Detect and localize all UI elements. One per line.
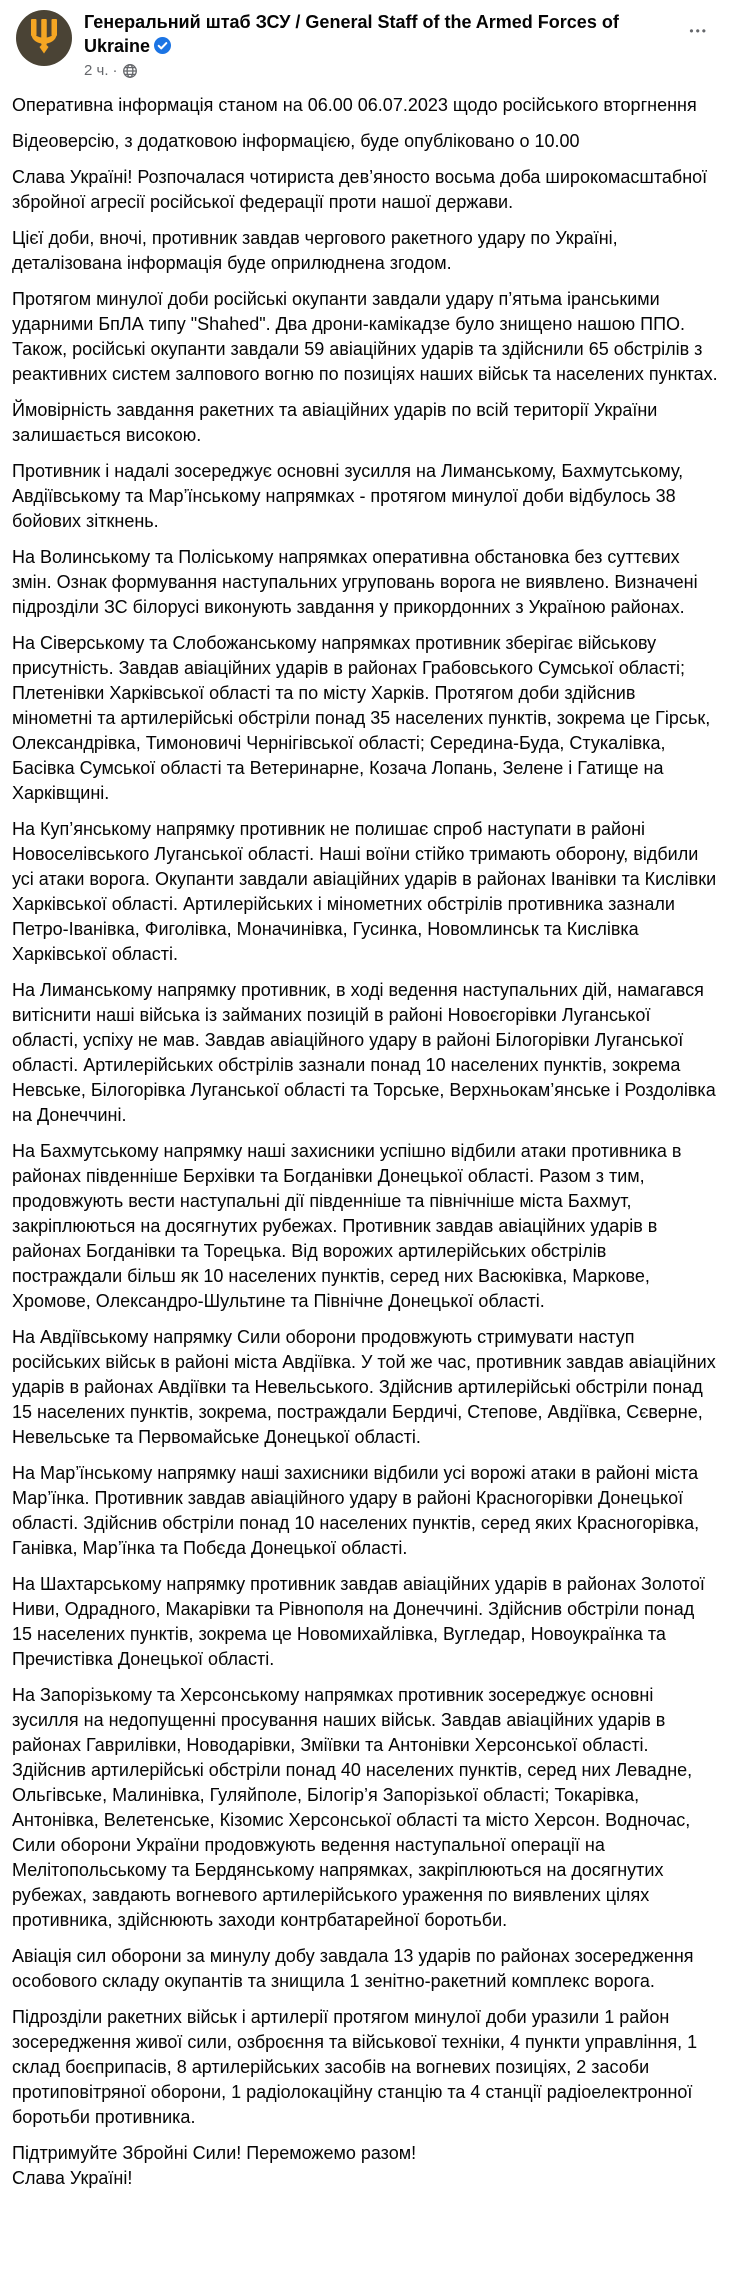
dot-separator: ·: [112, 62, 118, 79]
post-paragraph: На Сіверському та Слобожанському напрямках противник зберігає військову присутність. Завдав авіаційних ударів в районах Грабовського Сумської області; Плетенівки Харківської області та по місту Харків. Протягом доби здійснив мінометні та артилерійські обстріли понад 35 населених пунктів, зокрема це Гірськ, Олександрівка, Тимоновичі Чернігівської області; Середина-Буда, Стукалівка, Басівка Сумської області та Ветеринарне, Козача Лопань, Зелене і Гатище на Харківщині.: [12, 633, 711, 803]
post-paragraph: На Волинському та Поліському напрямках оперативна обстановка без суттєвих змін. Ознак формування наступальних угруповань ворога не виявлено. Визначені підрозділи ЗС білорусі виконують завдання у прикордонних з Україною районах.: [12, 547, 698, 617]
post-paragraph: Противник і надалі зосереджує основні зусилля на Лиманському, Бахмутському, Авдіївському та Мар’їнському напрямках - протягом минулої доби відбулось 38 бойових зіткнень.: [12, 461, 684, 531]
post-paragraph: На Куп’янському напрямку противник не полишає спроб наступати в районі Новоселівського Луганської області. Наші воїни стійко тримають оборону, відбили усі атаки ворога. Окупанти завдали авіаційних ударів в районах Іванівки та Кислівки Харківської області. Артилерійських і мінометних обстрілів противника зазнали Петро-Іванівка, Фиголівка, Моначинівка, Гусинка, Новомлинськ та Кислівка Харківської області.: [12, 819, 717, 964]
post-paragraph: Оперативна інформація станом на 06.00 06.07.2023 щодо російського вторгнення: [12, 95, 697, 115]
post-paragraph: На Лиманському напрямку противник, в ході ведення наступальних дій, намагався витіснити наші війська із займаних позицій в районі Новоєгорівки Луганської області, успіху не мав. Завдав авіаційного удару в районі Білогорівки Луганської області. Артилерійських обстрілів зазнали понад 10 населених пунктів, зокрема Невське, Білогорівка Луганської області та Торське, Верхньокам’янське і Роздолівка на Донеччині.: [12, 980, 716, 1125]
verified-badge-icon: [154, 36, 171, 60]
globe-public-icon: [122, 63, 138, 79]
post-meta-row: [84, 61, 670, 81]
post-paragraph: Підрозділи ракетних військ і артилерії протягом минулої доби уразили 1 район зосередження живої сили, озброєння та військової техніки, 4 пункти управління, 1 склад боєприпасів, 8 артилерійських засобів на вогневих позиціях, 2 засоби протиповітряної оборони, 1 радіолокаційну станцію та 4 станції радіоелектронної боротьби противника.: [12, 2007, 698, 2127]
closing-line-glory: Слава Україні!: [12, 2168, 133, 2188]
post-paragraph: На Запорізькому та Херсонському напрямках противник зосереджує основні зусилля на недопущенні просування наших військ. Завдав авіаційних ударів в районах Гаврилівки, Новодарівки, Зміївки та Антонівки Херсонської області. Здійснив артилерійські обстріли понад 40 населених пунктів, серед них Левадне, Ольгівське, Малинівка, Гуляйполе, Білогір’я Запорізької області; Токарівка, Антонівка, Велетенське, Кізомис Херсонської області та місто Херсон. Водночас, Сили оборони України продовжують ведення наступальної операції на Мелітопольському та Бердянському напрямках, закріплюються на досягнутих рубежах, завдають вогневого артилерійського ураження по виявлених цілях противника, здійснюють заходи контрбатарейної боротьби.: [12, 1685, 693, 1930]
post-paragraph: На Мар’їнському напрямку наші захисники відбили усі ворожі атаки в районі міста Мар’їнка. Противник завдав авіаційного удару в районі Красногорівки Донецької області. Здійснив обстріли понад 10 населених пунктів, серед яких Красногорівка, Ганівка, Мар’їнка та Побєда Донецької області.: [12, 1463, 700, 1558]
more-options-button[interactable]: •••: [689, 24, 708, 38]
post-paragraph: Протягом минулої доби російські окупанти завдали удару п’ятьма іранськими ударними БпЛА типу "Shahed". Два дрони-камікадзе було знищено нашою ППО. Також, російські окупанти завдали 59 авіаційних ударів та здійснили 65 обстрілів з реактивних систем залпового вогню по позиціях наших військ та населених пунктах.: [12, 289, 718, 384]
post-paragraph-closing: [12, 2141, 718, 2191]
author-name-text: Генеральний штаб ЗСУ / General Staff of the Armed Forces of Ukraine: [84, 12, 619, 56]
post-header: [0, 0, 730, 81]
timestamp[interactable]: 2 ч.: [84, 62, 109, 79]
author-name[interactable]: [84, 10, 670, 60]
post-paragraph: На Шахтарському напрямку противник завдав авіаційних ударів в районах Золотої Ниви, Одрадного, Макарівки та Рівнополя на Донеччині. Здійснив обстріли понад 15 населених пунктів, зокрема це Новомихайлівка, Вугледар, Новоукраїнка та Пречистівка Донецької області.: [12, 1574, 705, 1669]
post-paragraph: На Бахмутському напрямку наші захисники успішно відбили атаки противника в районах південніше Берхівки та Богданівки Донецької області. Разом з тим, продовжують вести наступальні дії південніше та північніше міста Бахмут, закріплюються на досягнутих рубежах. Противник завдав авіаційних ударів в районах Богданівки та Торецька. Від ворожих артилерійських обстрілів постраждали більш як 10 населених пунктів, серед них Васюківка, Маркове, Хромове, Олександро-Шультине та Північне Донецької області.: [12, 1141, 682, 1311]
avatar[interactable]: [16, 10, 72, 66]
post-paragraph: Слава Україні! Розпочалася чотириста дев’яносто восьма доба широкомасштабної збройної агресії російської федерації проти нашої держави.: [12, 167, 708, 212]
post-paragraph: На Авдіївському напрямку Сили оборони продовжують стримувати наступ російських військ в районі міста Авдіївка. У той же час, противник завдав авіаційних ударів в районах Авдіївки та Невельського. Здійснив артилерійські обстріли понад 15 населених пунктів, зокрема, постраждали Бердичі, Степове, Авдіївка, Сєверне, Невельське та Первомайське Донецької області.: [12, 1327, 716, 1447]
post-text: [0, 81, 730, 2207]
post-paragraph: Цієї доби, вночі, противник завдав чергового ракетного удару по Україні, деталізована інформація буде оприлюднена згодом.: [12, 228, 618, 273]
ukrainian-trident-icon: [28, 18, 60, 59]
post-paragraph: Відеоверсію, з додатковою інформацією, буде опубліковано о 10.00: [12, 131, 580, 151]
closing-line-support: Підтримуйте Збройні Сили! Переможемо разом!: [12, 2143, 417, 2163]
post-paragraph: Авіація сил оборони за минулу добу завдала 13 ударів по районах зосередження особового складу окупантів та знищила 1 зенітно-ракетний комплекс ворога.: [12, 1946, 694, 1991]
post-paragraph: Ймовірність завдання ракетних та авіаційних ударів по всій території України залишається високою.: [12, 400, 658, 445]
header-meta: [84, 10, 714, 81]
